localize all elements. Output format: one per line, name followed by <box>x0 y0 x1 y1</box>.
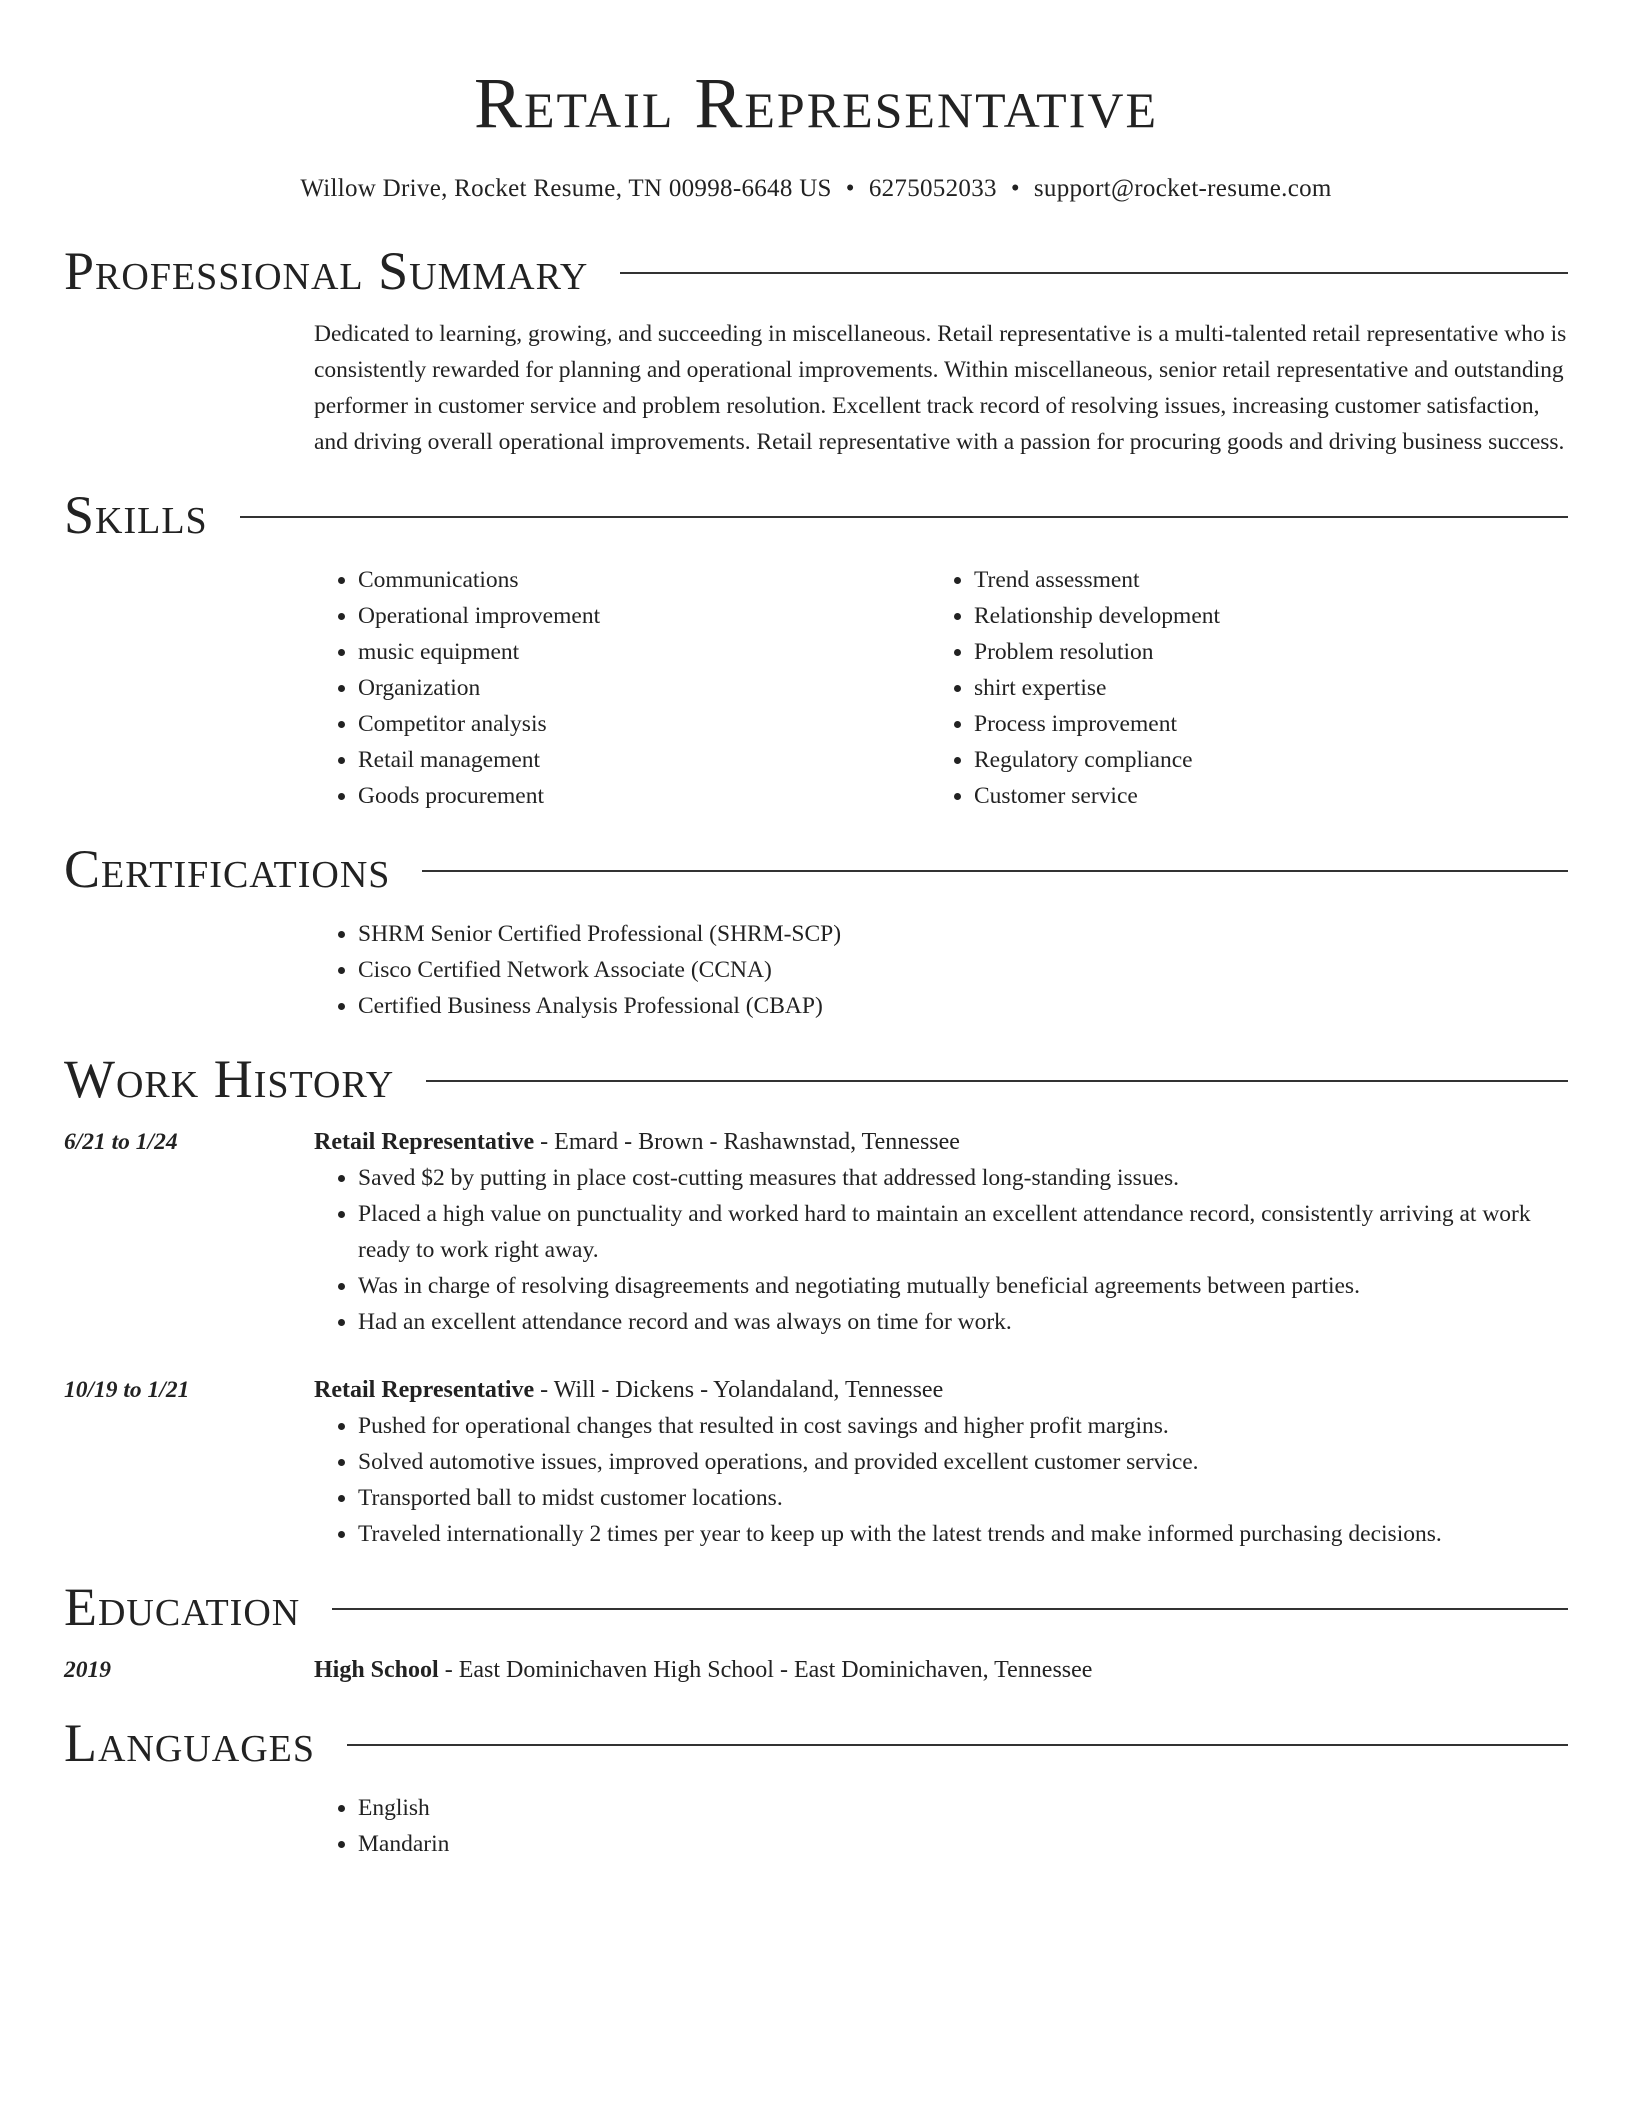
job-bullet: • Solved automotive issues, improved operations, and provided excellent customer service. <box>358 1444 1568 1480</box>
section-header <box>64 482 1568 548</box>
skill-item: • Customer service <box>974 778 1546 814</box>
skill-item: • Operational improvement <box>358 598 930 634</box>
skill-item: • Trend assessment <box>974 562 1546 598</box>
education-degree: High School <box>314 1657 439 1683</box>
section-divider <box>620 272 1568 274</box>
section-header <box>64 238 1568 304</box>
skills-column-right <box>930 562 1546 814</box>
job-bullet: • Saved $2 by putting in place cost-cutting measures that addressed long-standing issues. <box>358 1160 1568 1196</box>
language-item: • English <box>358 1790 1568 1826</box>
skill-item: • Goods procurement <box>358 778 930 814</box>
section-title-languages: Languages <box>64 1713 315 1773</box>
contact-phone: 6275052033 <box>868 175 997 202</box>
skill-item: • Communications <box>358 562 930 598</box>
section-certifications <box>64 836 1568 1024</box>
section-title-education: Education <box>64 1577 301 1637</box>
section-title-skills: Skills <box>64 485 208 545</box>
certifications-list <box>314 916 1568 1024</box>
job-body <box>314 1124 1568 1340</box>
section-divider <box>347 1744 1568 1746</box>
section-header <box>64 1710 1568 1776</box>
job-role: Retail Representative <box>314 1129 535 1155</box>
section-title-work-history: Work History <box>64 1049 395 1109</box>
candidate-name: Retail Representative <box>473 63 1159 143</box>
section-title-summary: Professional Summary <box>64 241 589 301</box>
skill-item: • shirt expertise <box>974 670 1546 706</box>
section-title-certifications: Certifications <box>64 839 391 899</box>
job-employer-location: - Emard - Brown - Rashawnstad, Tennessee <box>534 1129 960 1155</box>
section-header <box>64 836 1568 902</box>
job-dates: 10/19 to 1/21 <box>64 1377 190 1403</box>
job-bullets <box>314 1408 1568 1552</box>
contact-email: support@rocket-resume.com <box>1033 175 1332 202</box>
skills-grid <box>314 562 1568 814</box>
job-entry <box>64 1372 1568 1552</box>
skill-item: • Competitor analysis <box>358 706 930 742</box>
education-heading <box>314 1652 1568 1688</box>
section-divider <box>332 1608 1568 1610</box>
job-dates: 6/21 to 1/24 <box>64 1129 178 1155</box>
contact-separator: • <box>845 175 855 202</box>
section-languages <box>64 1710 1568 1862</box>
contact-line <box>64 174 1568 204</box>
skill-item: • Problem resolution <box>974 634 1546 670</box>
job-bullet: • Was in charge of resolving disagreements and negotiating mutually beneficial agreements between parties. <box>358 1268 1568 1304</box>
certification-item: • SHRM Senior Certified Professional (SHRM-SCP) <box>358 916 1568 952</box>
skill-item: • Relationship development <box>974 598 1546 634</box>
certification-item: • Cisco Certified Network Associate (CCNA) <box>358 952 1568 988</box>
resume-header <box>64 0 1568 204</box>
skill-item: • music equipment <box>358 634 930 670</box>
job-bullet: • Transported ball to midst customer locations. <box>358 1480 1568 1516</box>
education-school-location: - East Dominichaven High School - East Dominichaven, Tennessee <box>438 1657 1093 1683</box>
skill-item: • Retail management <box>358 742 930 778</box>
job-heading <box>314 1372 1568 1408</box>
job-bullet: • Traveled internationally 2 times per year to keep up with the latest trends and make informed purchasing decisions. <box>358 1516 1568 1552</box>
contact-separator: • <box>1010 175 1020 202</box>
education-entry <box>64 1652 1568 1688</box>
skill-item: • Process improvement <box>974 706 1546 742</box>
job-bullet: • Pushed for operational changes that resulted in cost savings and higher profit margins. <box>358 1408 1568 1444</box>
section-education <box>64 1574 1568 1688</box>
summary-text: Dedicated to learning, growing, and succeeding in miscellaneous. Retail representative is a multi-talented retail representative who is consistently rewarded for planning and operational improvements. Within miscellaneous, senior retail representative and outstanding performer in customer service and problem resolution. Excellent track record of resolving issues, increasing customer satisfaction, and driving overall operational improvements. Retail representative with a passion for procuring goods and driving business success. <box>314 321 1567 455</box>
education-year: 2019 <box>64 1657 111 1683</box>
job-bullets <box>314 1160 1568 1340</box>
education-body <box>314 1652 1568 1688</box>
section-divider <box>422 870 1568 872</box>
skills-column-left <box>314 562 930 814</box>
section-divider <box>426 1080 1568 1082</box>
section-skills <box>64 482 1568 814</box>
section-work-history <box>64 1046 1568 1552</box>
section-divider <box>240 516 1568 518</box>
job-body <box>314 1372 1568 1552</box>
contact-address: Willow Drive, Rocket Resume, TN 00998-6648 US <box>300 175 832 202</box>
job-bullet: • Had an excellent attendance record and was always on time for work. <box>358 1304 1568 1340</box>
skill-item: • Regulatory compliance <box>974 742 1546 778</box>
job-role: Retail Representative <box>314 1377 535 1403</box>
job-heading <box>314 1124 1568 1160</box>
languages-list <box>314 1790 1568 1862</box>
section-header <box>64 1574 1568 1640</box>
section-summary <box>64 238 1568 460</box>
section-header <box>64 1046 1568 1112</box>
job-employer-location: - Will - Dickens - Yolandaland, Tennessee <box>534 1377 944 1403</box>
job-entry <box>64 1124 1568 1340</box>
certification-item: • Certified Business Analysis Professional (CBAP) <box>358 988 1568 1024</box>
job-bullet: • Placed a high value on punctuality and worked hard to maintain an excellent attendance record, consistently arriving at work ready to work right away. <box>358 1196 1568 1268</box>
language-item: • Mandarin <box>358 1826 1568 1862</box>
skill-item: • Organization <box>358 670 930 706</box>
